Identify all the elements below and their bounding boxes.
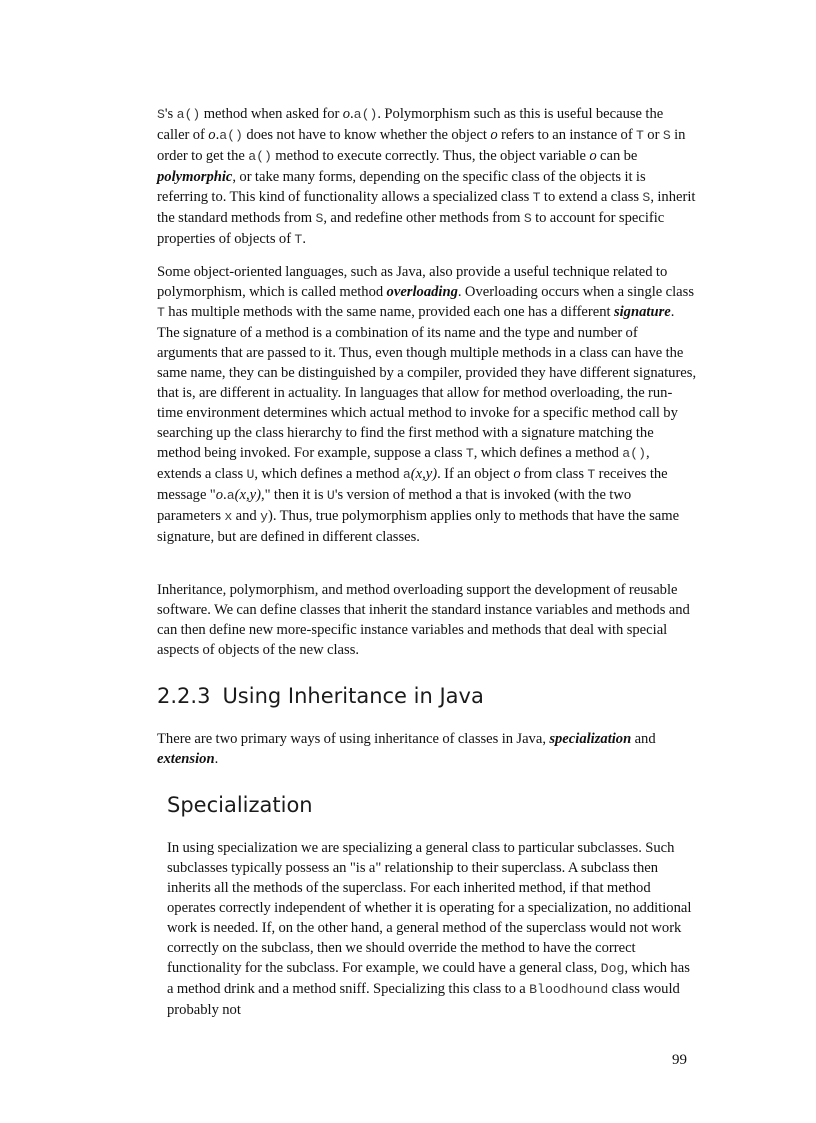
subsection-heading: Specialization [167,793,313,817]
term-polymorphic: polymorphic [157,169,233,185]
term-signature: signature [613,304,671,320]
code-class-s: S [157,107,165,122]
term-extension: extension [157,751,215,767]
term-overloading: overloading [386,284,458,300]
paragraph-reusable-software: Inheritance, polymorphism, and method overloading support the development of reusable software. We can define classes that inherit the standard instance variables and methods and can then define new more-specific instance variables and methods that deal with special aspects of objects of the new class. [157,582,690,658]
code-dog: Dog [600,961,625,976]
paragraph-inheritance-ways: There are two primary ways of using inheritance of classes in Java, specialization and extension. [157,731,656,767]
paragraph-specialization: In using specialization we are specializing a general class to particular subclasses. Such subclasses typically possess an "is a" relationship to their superclass. A subclass then inherits all the methods of the superclass. For each inherited method, if that method operates correctly independent of whether it is operating for a specialization, no additional work is needed. If, on the other hand, a general method of the superclass would not work correctly on the subclass, then we should override the method to have the correct functionality for the subclass. For example, we could have a general class, Dog, which has a method drink and a method sniff. Specializing this class to a Bloodhound class would probably not [167,840,692,1018]
section-title: Using Inheritance in Java [222,684,484,708]
term-specialization: specialization [549,731,632,747]
section-number: 2.2.3 [157,684,211,708]
section-heading [157,684,484,708]
page-number: 99 [672,1052,687,1068]
paragraph-polymorphism-continued: S's a() method when asked for o.a(). Polymorphism such as this is useful because the caller of o.a() does not have to know whether the object o refers to an instance of T or S in order to get the a() method to execute correctly. Thus, the object variable o can be polymorphic, or take many forms, depending on the specific class of the objects it is referring to. This kind of functionality allows a specialized class T to extend a class S, inherit the standard methods from S, and redefine other methods from S to account for specific properties of objects of T. [157,106,696,247]
paragraph-overloading: Some object-oriented languages, such as Java, also provide a useful technique related to polymorphism, which is called method overloading. Overloading occurs when a single class T has multiple methods with the same name, provided each one has a different signature. The signature of a method is a combination of its name and the type and number of arguments that are passed to it. Thus, even though multiple methods in a class can have the same name, they can be distinguished by a compiler, provided they have different signatures, that is, are different in actuality. In languages that allow for method overloading, the run-time environment determines which actual method to invoke for a specific method call by searching up the class hierarchy to find the first method with a signature matching the method being invoked. For example, suppose a class T, which defines a method a(), extends a class U, which defines a method a(x,y). If an object o from class T receives the message "o.a(x,y)," then it is U's version of method a that is invoked (with the two parameters x and y). Thus, true polymorphism applies only to methods that have the same signature, but are defined in different classes. [157,264,697,545]
code-bloodhound: Bloodhound [529,982,609,997]
